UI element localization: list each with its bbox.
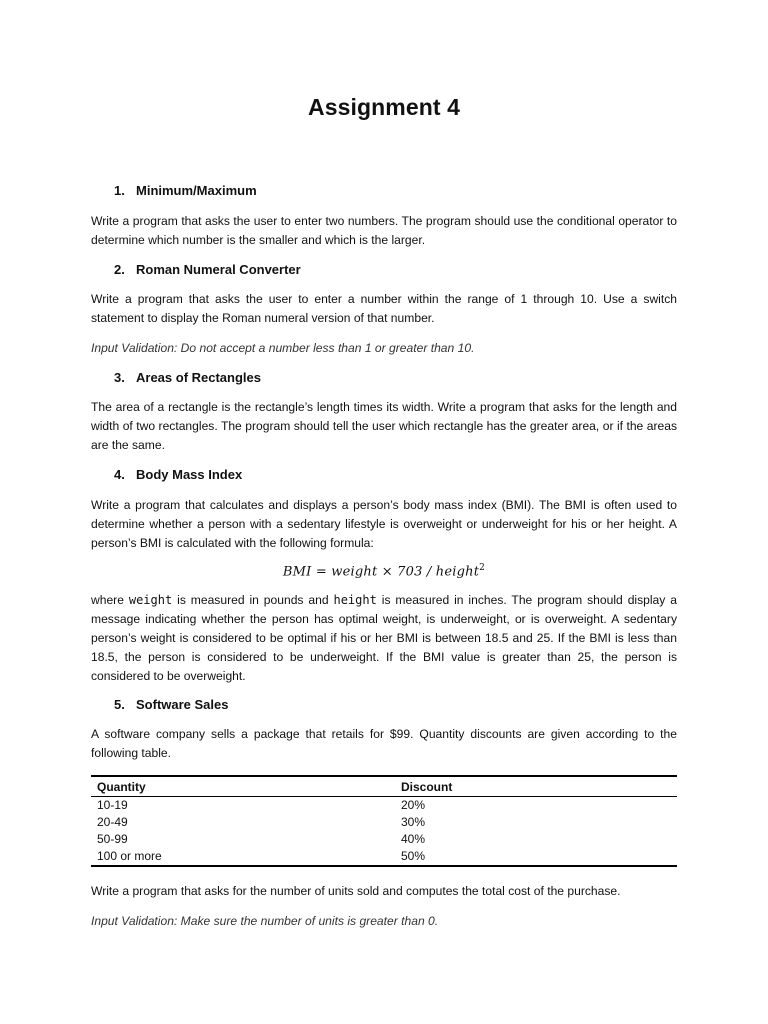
column-header-discount: Discount xyxy=(395,776,677,797)
code-term-height: height xyxy=(333,593,377,607)
table-cell-quantity: 100 or more xyxy=(91,848,395,866)
section-body-continued xyxy=(91,591,677,686)
formula-text: BMI = weight × 703 / height xyxy=(282,564,480,580)
code-term-weight: weight xyxy=(128,593,173,607)
section-heading-roman-numeral-converter xyxy=(114,262,301,277)
section-heading-minimum-maximum xyxy=(114,183,257,198)
table-cell-discount: 20% xyxy=(401,798,426,812)
column-header-quantity: Quantity xyxy=(91,776,395,797)
section-title: Areas of Rectangles xyxy=(136,370,261,385)
discount-table xyxy=(91,775,677,867)
bmi-formula xyxy=(0,563,768,579)
formula-exponent: 2 xyxy=(479,563,486,573)
table-row xyxy=(91,831,677,848)
section-body: Write a program that asks the user to enter a number within the range of 1 through 10. Use a switch statement to display the Roman numeral version of that number. xyxy=(91,292,677,325)
text-rest: is measured in inches. The program should display a message indicating whether the person has optimal weight, is underweight, or is overweight. A sedentary person’s weight is considered to be optimal if his or her BMI is between 18.5 and 25. If the BMI is less than 18.5, the person is considered to be underweight. If the BMI value is greater than 25, the person is considered to be overweight. xyxy=(91,593,677,683)
table-row xyxy=(91,814,677,831)
table-row xyxy=(91,797,677,815)
section-body: A software company sells a package that retails for $99. Quantity discounts are given according to the following table. xyxy=(91,727,677,760)
section-body: Write a program that asks the user to enter two numbers. The program should use the conditional operator to determine which number is the smaller and which is the larger. xyxy=(91,214,677,247)
section-body: Write a program that calculates and displays a person’s body mass index (BMI). The BMI is often used to determine whether a person with a sedentary lifestyle is overweight or underweight for his or her height. A person’s BMI is calculated with the following formula: xyxy=(91,498,677,550)
text-lead: where xyxy=(91,593,129,607)
input-validation-note: Input Validation: Make sure the number of units is greater than 0. xyxy=(91,914,439,928)
table-cell-quantity: 10-19 xyxy=(97,798,128,812)
section-body: The area of a rectangle is the rectangle’s length times its width. Write a program that asks for the length and width of two rectangles. The program should tell the user which rectangle has the greater area, or if the areas are the same. xyxy=(91,400,677,452)
section-heading-body-mass-index xyxy=(114,467,242,482)
table-cell-quantity: 50-99 xyxy=(97,832,128,846)
table-cell-discount: 30% xyxy=(401,815,426,829)
input-validation-note: Input Validation: Do not accept a number less than 1 or greater than 10. xyxy=(91,341,475,355)
page-title: Assignment 4 xyxy=(307,94,460,120)
section-number: 1. xyxy=(114,183,125,198)
table-cell-discount: 50% xyxy=(395,848,677,866)
section-heading-software-sales xyxy=(114,697,229,712)
section-number: 3. xyxy=(114,370,125,385)
section-number: 5. xyxy=(114,697,125,712)
section-title: Body Mass Index xyxy=(136,467,243,482)
table-row xyxy=(91,848,677,866)
text-mid: is measured in pounds and xyxy=(172,593,334,607)
section-title: Minimum/Maximum xyxy=(136,183,257,198)
section-number: 4. xyxy=(114,467,125,482)
section-number: 2. xyxy=(114,262,125,277)
section-body-continued: Write a program that asks for the number of units sold and computes the total cost of the purchase. xyxy=(91,884,621,898)
table-header-row xyxy=(91,776,677,797)
table-cell-quantity: 20-49 xyxy=(97,815,128,829)
section-heading-areas-of-rectangles xyxy=(114,370,261,385)
table-cell-discount: 40% xyxy=(401,832,426,846)
section-title: Software Sales xyxy=(136,697,229,712)
section-title: Roman Numeral Converter xyxy=(136,262,301,277)
